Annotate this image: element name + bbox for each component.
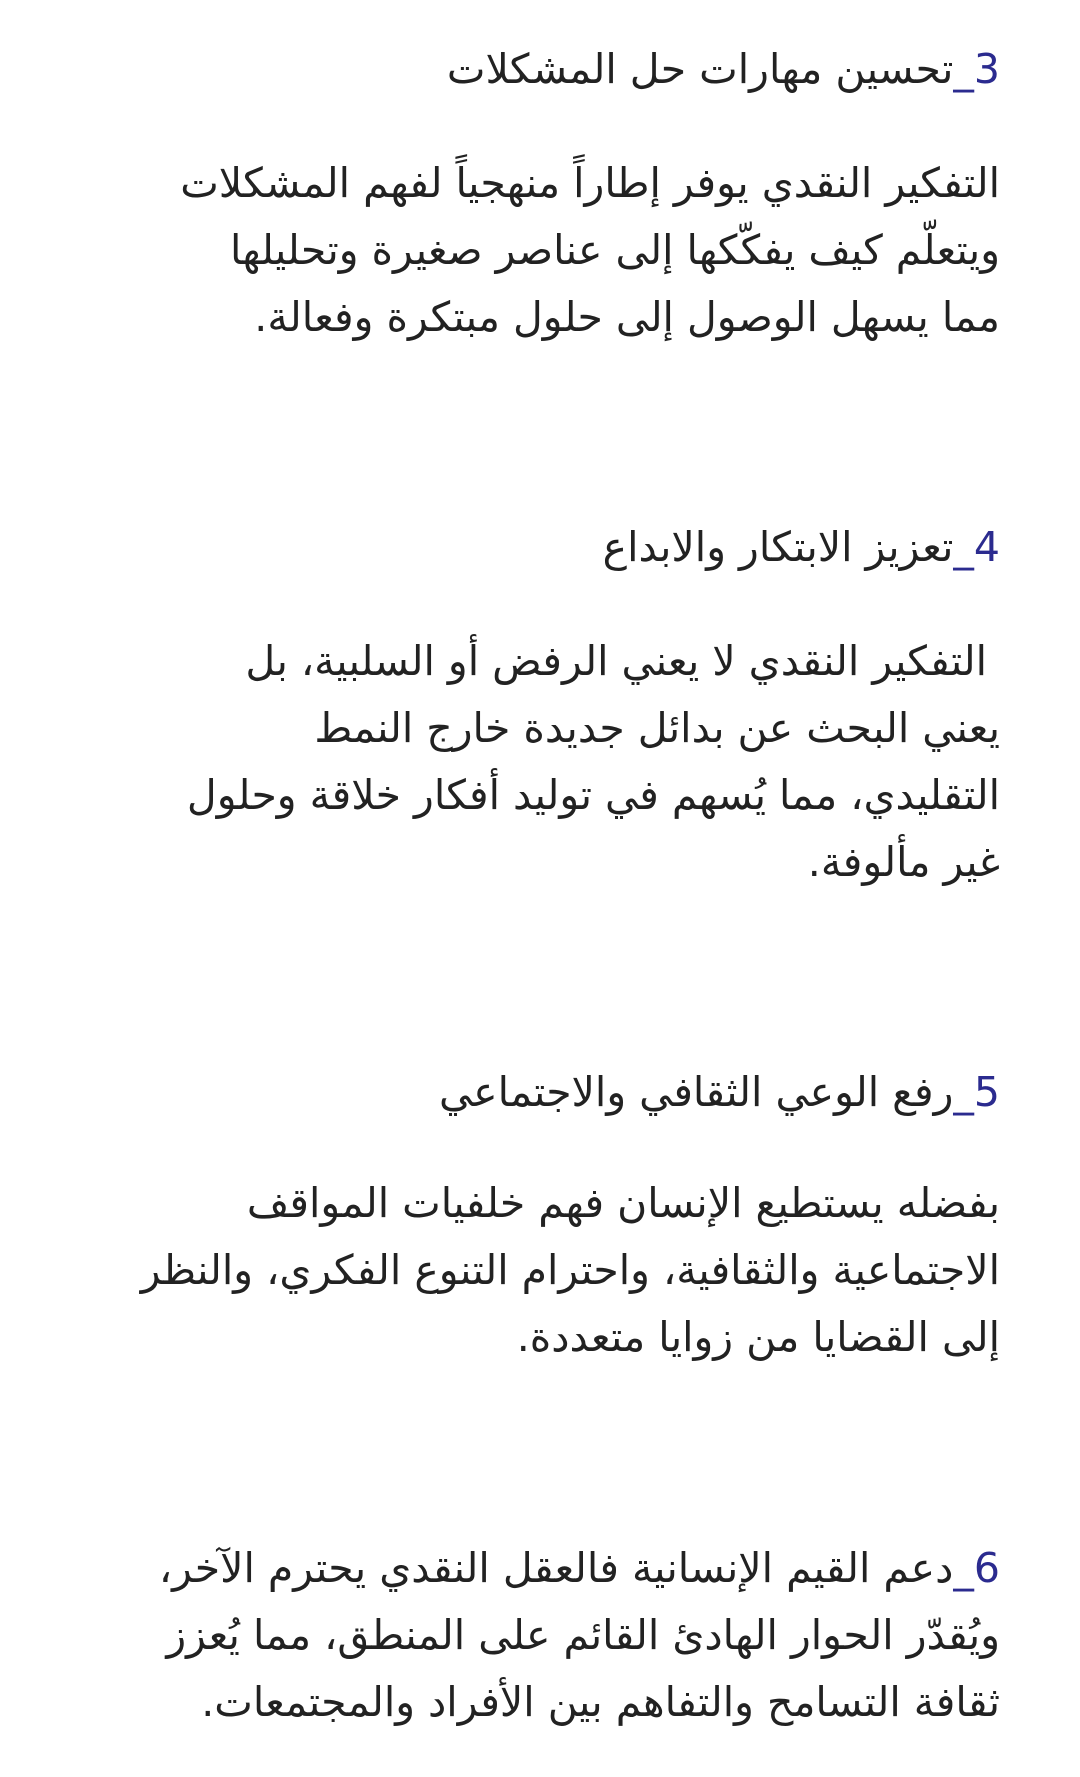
- section-title: تحسين مهارات حل المشكلات: [446, 45, 954, 93]
- paragraph-line: الاجتماعية والثقافية، واحترام التنوع الفكري، والنظر: [140, 1246, 1000, 1294]
- paragraph-line: بفضله يستطيع الإنسان فهم خلفيات المواقف: [246, 1179, 1000, 1227]
- paragraph-line: 6_دعم القيم الإنسانية فالعقل النقدي يحترم الآخر،: [158, 1544, 1000, 1592]
- paragraph-line: التفكير النقدي لا يعني الرفض أو السلبية، بل: [245, 637, 1000, 685]
- section-5-paragraph: [60, 1170, 1000, 1371]
- paragraph-line: مما يسهل الوصول إلى حلول مبتكرة وفعالة.: [254, 293, 1000, 341]
- paragraph-line: إلى القضايا من زوايا متعددة.: [516, 1313, 1000, 1361]
- paragraph-line: يعني البحث عن بدائل جديدة خارج النمط: [314, 704, 1000, 752]
- paragraph-line: التفكير النقدي يوفر إطاراً منهجياً لفهم المشكلات: [180, 159, 1000, 207]
- section-3-heading: [60, 36, 1000, 102]
- section-4-paragraph: [60, 628, 1000, 896]
- section-3-paragraph: [60, 150, 1000, 351]
- section-5-heading: [60, 1059, 1000, 1125]
- section-number: 4_: [953, 523, 1000, 571]
- paragraph-line: غير مألوفة.: [807, 838, 1000, 886]
- section-number: 6_: [953, 1544, 1000, 1592]
- section-6-paragraph: [60, 1535, 1000, 1736]
- section-title: رفع الوعي الثقافي والاجتماعي: [439, 1068, 954, 1116]
- paragraph-line: ويتعلّم كيف يفكّكها إلى عناصر صغيرة وتحليلها: [229, 226, 1000, 274]
- paragraph-line: ويُقدّر الحوار الهادئ القائم على المنطق، مما يُعزز: [166, 1611, 1000, 1659]
- section-number: 5_: [953, 1068, 1000, 1116]
- section-number: 3_: [953, 45, 1000, 93]
- section-4-heading: [60, 514, 1000, 580]
- section-title: تعزيز الابتكار والابداع: [602, 523, 954, 571]
- paragraph-line: ثقافة التسامح والتفاهم بين الأفراد والمجتمعات.: [201, 1678, 1000, 1726]
- paragraph-line: التقليدي، مما يُسهم في توليد أفكار خلاقة وحلول: [186, 771, 1000, 819]
